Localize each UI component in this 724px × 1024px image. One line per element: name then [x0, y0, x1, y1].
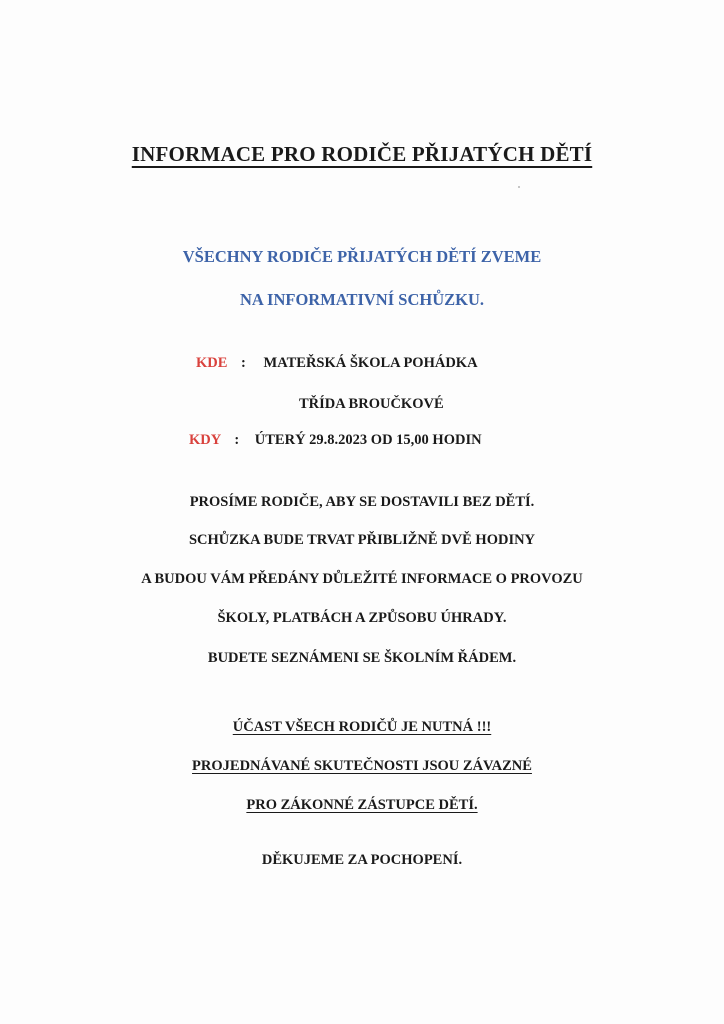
when-value: ÚTERÝ 29.8.2023 OD 15,00 HODIN [254, 432, 482, 448]
notice-line-2: PROJEDNÁVANÉ SKUTEČNOSTI JSOU ZÁVAZNÉ [192, 758, 532, 774]
invite-line-1: VŠECHNY RODIČE PŘIJATÝCH DĚTÍ ZVEME [182, 247, 542, 266]
body-line-5: BUDETE SEZNÁMENI SE ŠKOLNÍM ŘÁDEM. [207, 650, 517, 666]
when-row [189, 432, 482, 449]
thanks-line: DĚKUJEME ZA POCHOPENÍ. [261, 852, 463, 868]
where-label: KDE [196, 355, 228, 371]
when-label: KDY [189, 432, 221, 448]
where-row [196, 355, 478, 372]
where-value-1: MATEŘSKÁ ŠKOLA POHÁDKA [263, 355, 478, 371]
body-line-2: SCHŮZKA BUDE TRVAT PŘIBLIŽNĚ DVĚ HODINY [188, 532, 536, 548]
document-title: INFORMACE PRO RODIČE PŘIJATÝCH DĚTÍ [131, 142, 593, 166]
body-line-1: PROSÍME RODIČE, ABY SE DOSTAVILI BEZ DĚTÍ. [189, 494, 535, 510]
invite-line-2: NA INFORMATIVNÍ SCHŮZKU. [239, 290, 484, 309]
when-separator: : [234, 432, 240, 448]
body-line-3: A BUDOU VÁM PŘEDÁNY DŮLEŽITÉ INFORMACE O PROVOZU [141, 571, 583, 587]
body-line-4: ŠKOLY, PLATBÁCH A ZPŮSOBU ÚHRADY. [217, 610, 507, 626]
notice-line-1: ÚČAST VŠECH RODIČŮ JE NUTNÁ !!! [232, 719, 492, 735]
where-value-2: TŘÍDA BROUČKOVÉ [299, 396, 444, 412]
where-separator: : [241, 355, 246, 371]
scan-speck [518, 186, 520, 188]
notice-line-3: PRO ZÁKONNÉ ZÁSTUPCE DĚTÍ. [246, 797, 478, 813]
